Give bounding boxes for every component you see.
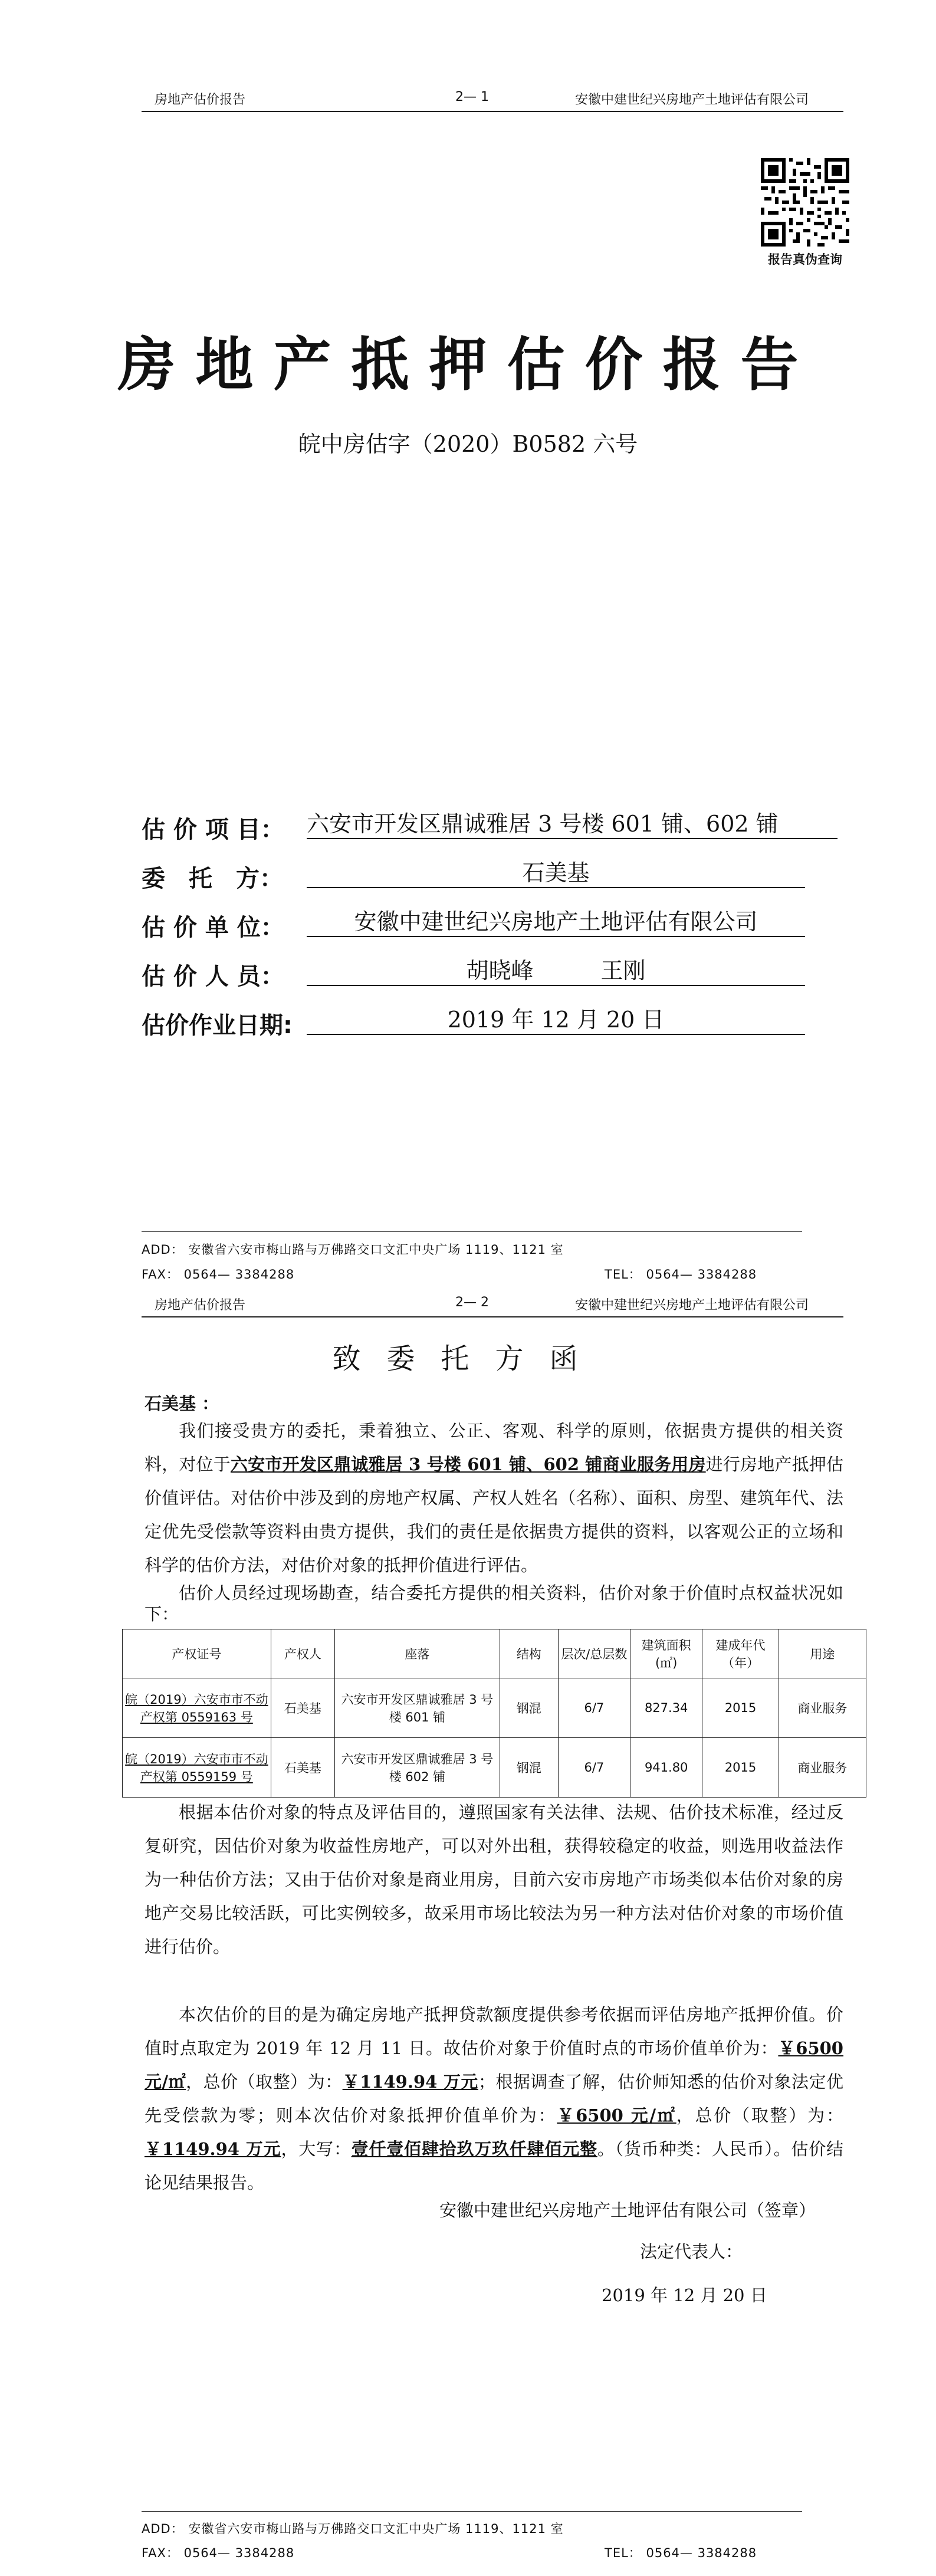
table-header: 结构 — [500, 1629, 558, 1678]
table-row — [123, 1678, 866, 1738]
table-cell-use: 商业服务 — [779, 1678, 866, 1738]
p1-text-c: 进行房地产抵押估价值评估。对估价中涉及到的房地产权属、产权人姓名（名称）、面积、房型、建筑年代、法定优先受偿款等资料由贵方提供，我们的责任是依据贵方提供的资料，以客观公正的立场和科学的估价方法，对估价对象的抵押价值进行评估。 — [144, 1454, 843, 1575]
letter-paragraph-1 — [144, 1414, 843, 1582]
table-header: 建成年代（年） — [702, 1629, 779, 1678]
report-doc-number: 皖中房估字（2020）B0582 六号 — [298, 431, 638, 457]
letter-paragraph-2: 估价人员经过现场勘查，结合委托方提供的相关资料，估价对象于价值时点权益状况如下： — [144, 1583, 843, 1624]
report-title: 房地产抵押估价报告 — [117, 331, 819, 399]
property-rights-table — [122, 1629, 866, 1798]
table-cell-cert-number: 皖（2019）六安市市不动产权第 0559163 号 — [123, 1678, 271, 1738]
page1-header-page-number: 2— 1 — [455, 90, 489, 104]
table-cell-area: 827.34 — [630, 1678, 702, 1738]
p4-text-a: 本次估价的目的是为确定房地产抵押贷款额度提供参考依据而评估房地产抵押价值。价值时点取定为 2019 年 12 月 11 日。故估价对象于价值时点的市场价值单价为： — [144, 2005, 843, 2058]
table-cell-year: 2015 — [702, 1738, 779, 1798]
page2-footer-tel: TEL： 0564— 3384288 — [605, 2546, 757, 2560]
p4-text-d: ，总价（取整）为： — [676, 2105, 843, 2125]
table-header: 产权人 — [271, 1629, 334, 1678]
table-cell-floor: 6/7 — [558, 1738, 630, 1798]
table-cell-floor: 6/7 — [558, 1678, 630, 1738]
table-cell-structure: 钢混 — [500, 1738, 558, 1798]
page2-header-rule — [142, 1316, 843, 1317]
info-value-appraisers: 胡晓峰 王刚 — [307, 957, 805, 986]
info-value-work-date: 2019 年 12 月 20 日 — [307, 1006, 805, 1035]
page2-header-left: 房地产估价报告 — [155, 1298, 246, 1313]
page2-header-page-number: 2— 2 — [455, 1295, 489, 1310]
page1-footer-rule — [142, 1231, 802, 1232]
page1-footer-address: ADD： 安徽省六安市梅山路与万佛路交口文汇中央广场 1119、1121 室 — [142, 1243, 564, 1257]
page2-footer-rule — [142, 2511, 802, 2512]
info-label-appraiser-firm: 估 价 单 位： — [142, 914, 284, 941]
table-cell-location: 六安市开发区鼎诚雅居 3 号楼 602 铺 — [334, 1738, 500, 1798]
table-header: 产权证号 — [123, 1629, 271, 1678]
table-cell-owner: 石美基 — [271, 1738, 334, 1798]
p4-total-in-words: 壹仟壹佰肆拾玖万玖仟肆佰元整 — [351, 2139, 597, 2159]
signature-company: 安徽中建世纪兴房地产土地评估有限公司（签章） — [439, 2200, 816, 2220]
info-label-appraisers: 估 价 人 员： — [142, 963, 284, 990]
qr-caption: 报告真伪查询 — [768, 252, 842, 267]
letter-paragraph-4 — [144, 1998, 843, 2200]
table-header: 座落 — [334, 1629, 500, 1678]
page1-header-right: 安徽中建世纪兴房地产土地评估有限公司 — [575, 93, 809, 107]
page1-footer-fax: FAX： 0564— 3384288 — [142, 1267, 295, 1282]
table-header: 建筑面积(㎡) — [630, 1629, 702, 1678]
letter-paragraph-3: 根据本估价对象的特点及评估目的，遵照国家有关法律、法规、估价技术标准，经过反复研究，因估价对象为收益性房地产，可以对外出租，获得较稳定的收益，则选用收益法作为一种估价方法；又由于估价对象是商业用房，目前六安市房地产市场类似本估价对象的房地产交易比较活跃，可比实例较多，故采用市场比较法为另一种方法对估价对象的市场价值进行估价。 — [144, 1802, 843, 1957]
table-header: 层次/总层数 — [558, 1629, 630, 1678]
table-cell-cert-number: 皖（2019）六安市市不动产权第 0559159 号 — [123, 1738, 271, 1798]
table-cell-location: 六安市开发区鼎诚雅居 3 号楼 601 铺 — [334, 1678, 500, 1738]
table-row — [123, 1738, 866, 1798]
info-label-project: 估 价 项 目： — [142, 816, 284, 843]
p4-market-total: ￥1149.94 万元 — [342, 2072, 478, 2092]
info-value-client: 石美基 — [307, 859, 805, 888]
page2-header-right: 安徽中建世纪兴房地产土地评估有限公司 — [575, 1298, 809, 1313]
p4-mortgage-unit-price: ￥6500 元/㎡ — [557, 2105, 676, 2125]
qr-code-icon[interactable] — [761, 158, 849, 247]
info-value-appraiser-firm: 安徽中建世纪兴房地产土地评估有限公司 — [307, 908, 805, 937]
p4-text-f: 。（货币种类：人民币）。估价结论见结果报告。 — [144, 2139, 843, 2193]
letter-salutation: 石美基 ： — [144, 1394, 219, 1414]
signature-date: 2019 年 12 月 20 日 — [602, 2285, 767, 2305]
table-cell-structure: 钢混 — [500, 1678, 558, 1738]
info-label-work-date: 估价作业日期: — [142, 1012, 293, 1039]
p1-property-location: 六安市开发区鼎诚雅居 3 号楼 601 铺、602 铺商业服务用房 — [230, 1454, 706, 1474]
info-value-project: 六安市开发区鼎诚雅居 3 号楼 601 铺、602 铺 — [307, 810, 838, 839]
page1-footer-tel: TEL： 0564— 3384288 — [605, 1267, 757, 1282]
p4-text-b: ，总价（取整）为： — [186, 2072, 343, 2092]
page1-header-left: 房地产估价报告 — [155, 93, 246, 107]
page2-footer-address: ADD： 安徽省六安市梅山路与万佛路交口文汇中央广场 1119、1121 室 — [142, 2522, 564, 2536]
signature-legal-rep: 法定代表人： — [640, 2242, 743, 2262]
p4-mortgage-total: ￥1149.94 万元 — [144, 2139, 281, 2159]
p4-text-c: ；根据调查了解，估价师知悉的估价对象法定优先受偿款为零；则本次估价对象抵押价值单价为： — [144, 2072, 843, 2125]
table-cell-owner: 石美基 — [271, 1678, 334, 1738]
table-header-row — [123, 1629, 866, 1678]
table-cell-area: 941.80 — [630, 1738, 702, 1798]
p4-text-e: ，大写： — [281, 2139, 352, 2159]
page2-footer-fax: FAX： 0564— 3384288 — [142, 2546, 295, 2560]
info-label-client: 委 托 方： — [142, 865, 283, 892]
table-cell-use: 商业服务 — [779, 1738, 866, 1798]
page1-header-rule — [142, 111, 843, 112]
p4-market-unit-price: ￥6500 元/㎡ — [144, 2038, 843, 2092]
table-cell-year: 2015 — [702, 1678, 779, 1738]
letter-title: 致委托方函 — [332, 1342, 604, 1375]
table-header: 用途 — [779, 1629, 866, 1678]
p1-text-a: 我们接受贵方的委托，秉着独立、公正、客观、科学的原则，依据贵方提供的相关资料，对位于 — [144, 1421, 843, 1474]
